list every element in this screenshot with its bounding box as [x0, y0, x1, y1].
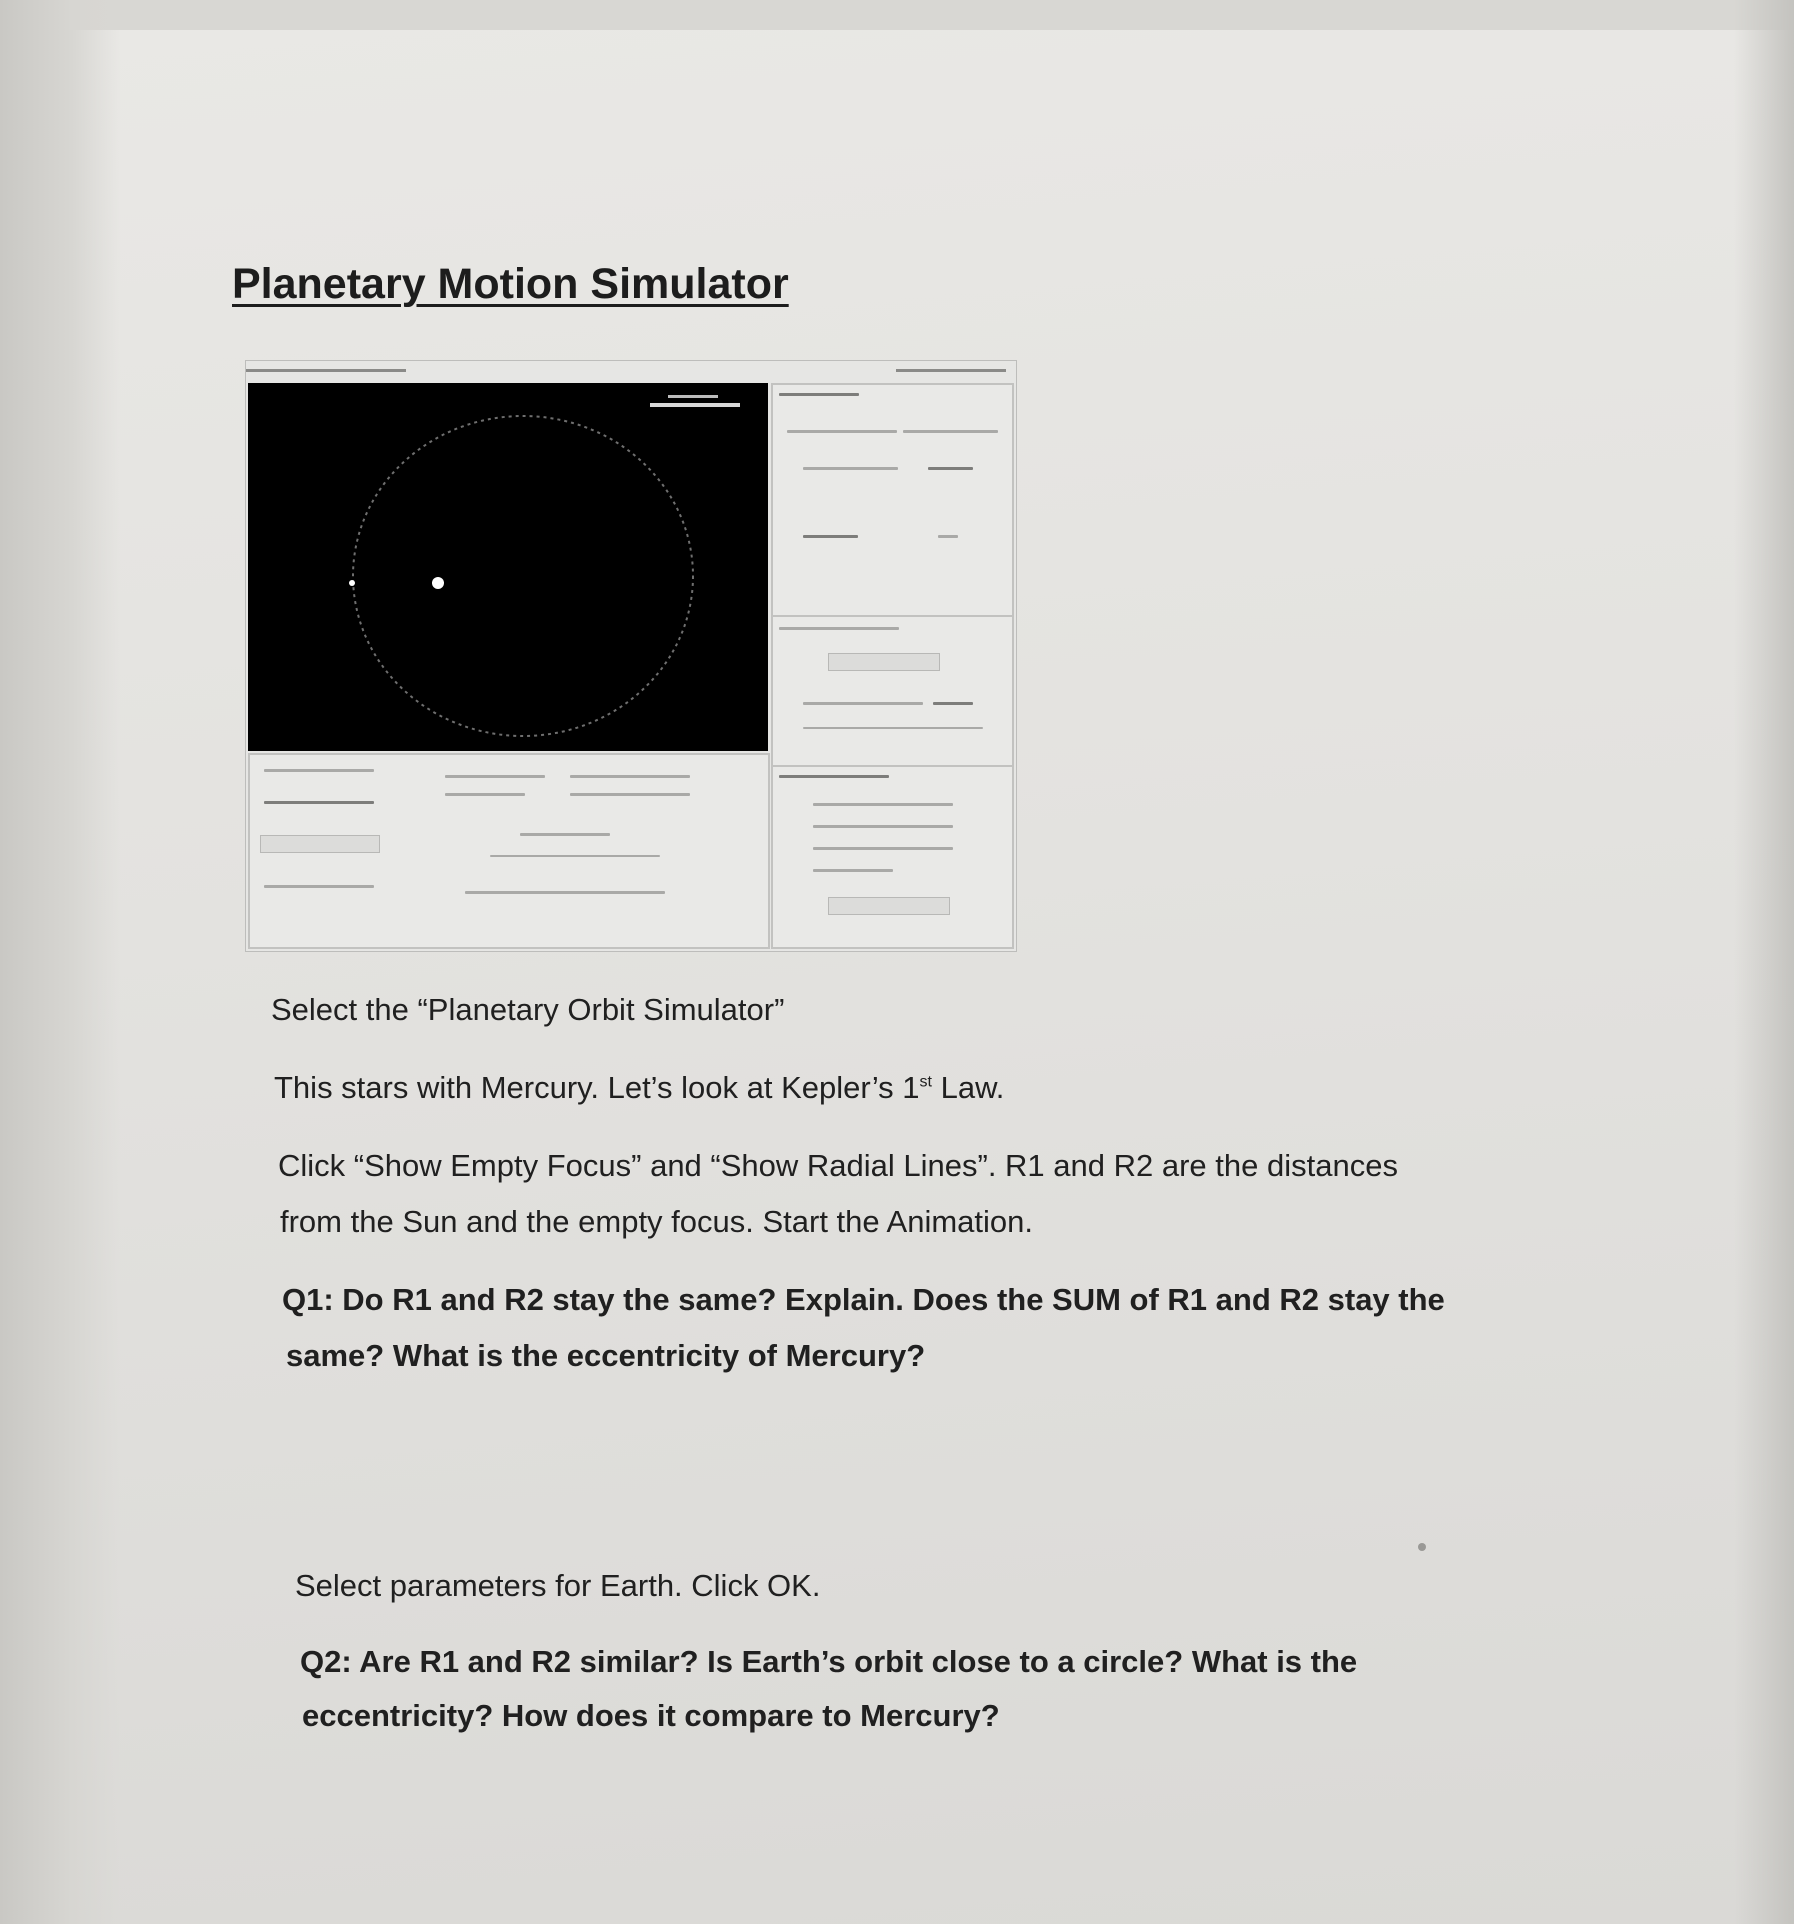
simulator-header — [246, 361, 1016, 383]
option-checkbox-extra[interactable] — [813, 869, 893, 872]
sun-marker — [432, 577, 444, 589]
planet-marker[interactable] — [349, 580, 355, 586]
eccentricity-value[interactable] — [928, 467, 973, 470]
instruction-earth: Select parameters for Earth. Click OK. — [295, 1568, 821, 1603]
options-panel — [771, 765, 1014, 949]
simulator-menu-text — [896, 369, 1006, 372]
document-title: Planetary Motion Simulator — [232, 260, 789, 308]
monitor-bezel-left — [0, 0, 120, 1924]
simulator-screenshot — [245, 360, 1017, 952]
law-option-label-6 — [490, 855, 660, 857]
show-empty-focus-checkbox[interactable] — [813, 803, 953, 806]
kepler-tab-4[interactable] — [264, 885, 374, 888]
ok-button[interactable] — [938, 535, 958, 538]
kepler-laws-panel — [248, 753, 770, 949]
speed-slider[interactable] — [803, 727, 983, 729]
question-1-line-1: Q1: Do R1 and R2 stay the same? Explain. Does the SUM of R1 and R2 stay the — [282, 1282, 1445, 1317]
document-page — [0, 30, 1794, 1924]
question-2-line-1: Q2: Are R1 and R2 similar? Is Earth’s orbit close to a circle? What is the — [300, 1644, 1358, 1679]
instruction-select-simulator: Select the “Planetary Orbit Simulator” — [271, 992, 785, 1027]
orbit-settings-panel — [771, 383, 1014, 617]
kepler-tab-3[interactable] — [260, 835, 380, 853]
start-animation-button[interactable] — [828, 653, 940, 671]
monitor-bezel-right — [1734, 0, 1794, 1924]
instruction-mercury-tail: Law. — [931, 1070, 1005, 1105]
law-option-label-7 — [465, 891, 665, 894]
question-2-line-2: eccentricity? How does it compare to Mercury? — [302, 1698, 1000, 1733]
kepler-tab-1[interactable] — [264, 769, 374, 772]
option-checkbox[interactable] — [813, 847, 953, 850]
instruction-start-animation: from the Sun and the empty focus. Start the Animation. — [280, 1204, 1034, 1239]
visualization-panel — [771, 615, 1014, 767]
reset-button[interactable] — [828, 897, 950, 915]
law-option-label — [445, 775, 545, 778]
show-radial-lines-checkbox[interactable] — [813, 825, 953, 828]
panel-label — [779, 393, 859, 396]
simulator-title-text — [246, 369, 406, 372]
instruction-show-focus: Click “Show Empty Focus” and “Show Radial Lines”. R1 and R2 are the distances — [278, 1148, 1398, 1183]
visualization-label — [779, 627, 899, 630]
semimajor-axis-value — [903, 430, 998, 433]
orbit-diagram — [248, 383, 768, 751]
ordinal-superscript: st — [919, 1073, 932, 1091]
orbit-view-canvas[interactable] — [248, 383, 768, 751]
simulator-bottom-panel — [248, 753, 770, 949]
semimajor-axis-label — [787, 430, 897, 433]
page-speck — [1418, 1543, 1426, 1551]
eccentricity-label — [803, 467, 898, 470]
options-label — [779, 775, 889, 778]
ok-label — [803, 535, 858, 538]
simulator-controls-column — [771, 383, 1014, 949]
law-option-label-2 — [570, 775, 690, 778]
speed-label — [803, 702, 923, 705]
law-option-label-4 — [570, 793, 690, 796]
question-1-line-2: same? What is the eccentricity of Mercury? — [286, 1338, 926, 1373]
instruction-mercury — [274, 1070, 1004, 1106]
kepler-tab-2[interactable] — [264, 801, 374, 804]
law-option-label-5 — [520, 833, 610, 836]
scale-bar — [650, 403, 740, 407]
document-top-edge — [0, 0, 1794, 33]
law-option-label-3 — [445, 793, 525, 796]
instruction-mercury-text: This stars with Mercury. Let’s look at Kepler’s 1 — [274, 1070, 920, 1105]
speed-value[interactable] — [933, 702, 973, 705]
